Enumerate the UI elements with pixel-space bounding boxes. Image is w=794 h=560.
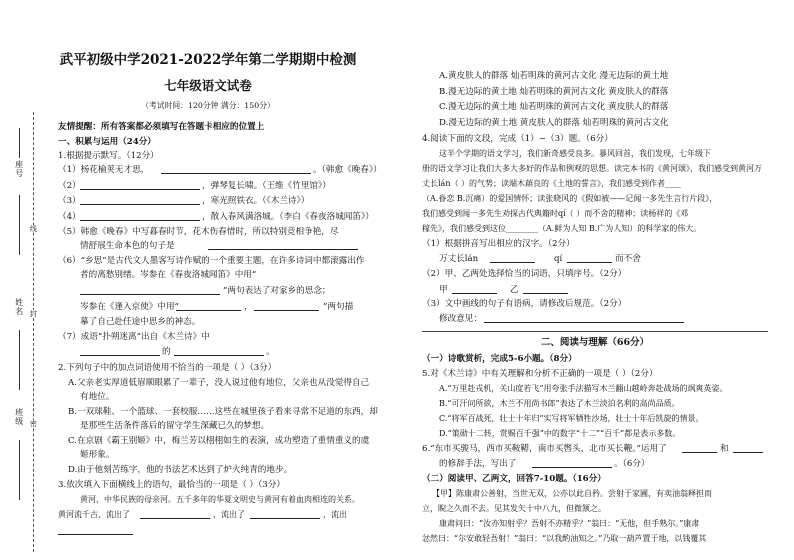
q4-sub-1-a: 万丈长lán bbox=[439, 254, 479, 264]
question-6: 6.“东市买骏马，西市买鞍鞯，南市买辔头，北市买长鞭。”运用了 bbox=[422, 444, 667, 454]
q4-sub-2-jia: 甲 bbox=[439, 285, 448, 295]
q1-6-blank-3[interactable] bbox=[254, 302, 319, 311]
q6-blank-2[interactable] bbox=[733, 444, 763, 453]
q1-1-blank[interactable] bbox=[161, 165, 311, 174]
q6-and: 和 bbox=[720, 444, 729, 454]
q1-3-suffix: ，寒光照铁衣。（《木兰诗》） bbox=[202, 196, 310, 206]
q1-5-blank[interactable] bbox=[208, 241, 358, 250]
q1-1-prefix: （1）杨花榆荚无才思， bbox=[58, 165, 150, 175]
exam-meta: （考试时间：120分钟 满分：150分） bbox=[141, 101, 275, 110]
q4-passage-3: 丈长lán（ ）的气势；读端木蕻良的《土地的誓言》，我们感受到作者____ bbox=[422, 179, 682, 188]
seat-underline bbox=[19, 195, 20, 255]
section-heading-2: 二、阅读与理解（66分） bbox=[540, 337, 650, 348]
passage-jia-2: 立，睨之久而不去。见其发矢十中八九，但微颔之。 bbox=[422, 504, 606, 513]
q4-sub-2-blank-jia[interactable] bbox=[452, 285, 497, 294]
seat-label: 座号 bbox=[14, 160, 24, 178]
passage-jia-3: 康肃问曰：“汝亦知射乎？吾射不亦精乎？”翁曰：“无他，但手熟尔。”康肃 bbox=[439, 519, 700, 528]
q4-sub-2-yi: 乙 bbox=[510, 285, 519, 295]
q6-blank-1[interactable] bbox=[682, 444, 717, 453]
q1-6-line1: （6）“乡思”是古代文人墨客写诗作赋的一个重要主题，在许多诗词中都滚露出作 bbox=[58, 256, 365, 266]
q1-4-prefix: （4） bbox=[58, 212, 81, 222]
q1-3-blank[interactable] bbox=[80, 196, 200, 205]
passage-jia-4: 忿然曰：“尔安敢轻吾射！”翁曰：“以我酌油知之。”乃取一葫芦置于地，以钱覆其 bbox=[422, 534, 707, 543]
q1-6-comma: ， bbox=[244, 302, 253, 312]
name-label: 姓名 bbox=[14, 298, 24, 316]
q1-6-line4: 岑参在《逢入京使》中用“ bbox=[80, 302, 179, 312]
question-5: 5.对《木兰诗》中有关理解和分析不正确的一项是（ ）（2分） bbox=[422, 369, 658, 379]
exam-title: 武平初级中学2021-2022学年第二学期期中检测 bbox=[59, 52, 357, 68]
exam-subtitle: 七年级语文试卷 bbox=[164, 78, 252, 93]
q6-blank-3[interactable] bbox=[532, 459, 612, 468]
q1-7-end: 。 bbox=[266, 347, 275, 357]
q3-option-c: C.漫无边际的黄土地 灿若明珠的黄河古文化 黄皮肤人的群落 bbox=[439, 102, 669, 112]
reminder: 友情提醒：所有答案都必须填写在答题卡相应的位置上 bbox=[58, 122, 265, 132]
q5-option-b: B.“可汗问所欲，木兰不用尚书郎”表达了木兰淡泊名利的高尚品质。 bbox=[439, 399, 680, 408]
q2-option-a-2: 有地位。 bbox=[80, 392, 115, 402]
q1-2-prefix: （2） bbox=[58, 181, 81, 191]
name-underline bbox=[19, 330, 20, 390]
q3-passage-2a: 黄河流千古，流出了 bbox=[58, 510, 130, 519]
q3-option-d: D.漫无边际的黄土地 黄皮肤人的群落 灿若明珠的黄河古文化 bbox=[439, 118, 669, 128]
q4-passage-4: （A.眷恋 B.沉痛）的爱国情怀；读张晓风的《假如被——记闻一多先生言行片段》， bbox=[422, 194, 718, 203]
q1-6-line3: ”两句表达了对家乡的思念； bbox=[223, 286, 331, 296]
q4-sub-2-blank-yi[interactable] bbox=[523, 285, 568, 294]
q4-sub-1-c: 而不舍 bbox=[615, 254, 641, 264]
seal-mark-seal: 封 bbox=[29, 310, 38, 317]
q2-option-b-2: 是那些生活条件落后的留守学生深藏已久的梦想。 bbox=[80, 421, 270, 431]
q2-option-d: D.由于他刻苦练字，他的书法艺术达到了炉火纯青的地步。 bbox=[68, 465, 293, 475]
class-label: 班级 bbox=[14, 408, 24, 426]
q1-5-line1: （5）韩愈《晚春》中写暮春时节，花木伤春惜时，所以特别竞相争艳，尽 bbox=[58, 227, 339, 237]
q1-4-suffix: ，散入春风满洛城。（李白《春夜洛城闻笛》） bbox=[202, 212, 374, 222]
q3-option-b: B.漫无边际的黄土地 灿若明珠的黄河古文化 黄皮肤人的群落 bbox=[439, 87, 669, 97]
q1-7-line1: （7）成语“扑朔迷离”出自《木兰诗》中 bbox=[58, 332, 210, 342]
question-4: 4.阅读下面的文段，完成（1）~（3）题。（6分） bbox=[422, 134, 613, 144]
q4-passage-5: 我们感受到闻一多先生劝探古代典籍时qí（ ）而不舍的精神；读杨祥的《邓 bbox=[422, 209, 689, 218]
q3-blank-2[interactable] bbox=[250, 510, 320, 519]
q4-sub-1-b: qí bbox=[554, 254, 563, 264]
q3-passage-2c: ，流出 bbox=[323, 510, 347, 519]
passage-jia-1: 【甲】陈康肃公善射，当世无双，公亦以此自矜。尝射于家圃，有卖油翁释担而 bbox=[432, 489, 712, 498]
section-divider bbox=[422, 331, 768, 332]
seal-dashed-line bbox=[33, 112, 34, 552]
q1-6-blank-2[interactable] bbox=[176, 302, 241, 311]
q5-option-a: A.“万里赴戎机，关山度若飞”用夸张手法描写木兰翻山越岭奔赴战场的飒爽英姿。 bbox=[439, 384, 728, 393]
seat-line bbox=[19, 128, 20, 158]
seal-mark-secret: 密 bbox=[29, 420, 38, 427]
q4-passage-1: 这半个学期的语文学习，我们新奇感受良多。暴风回首，我们发现，七年级下 bbox=[439, 149, 711, 158]
q1-7-de: 的 bbox=[162, 347, 171, 357]
q4-sub-1-blank-b[interactable] bbox=[567, 254, 612, 263]
question-3: 3.依次填入下面横线上的语句，最恰当的一项是（ ）（3分） bbox=[58, 480, 285, 490]
q3-blank-3[interactable] bbox=[58, 526, 133, 535]
q4-sub-1: （1）根据拼音写出相应的汉字。（2分） bbox=[422, 239, 575, 249]
subsection-poetry: （一）诗歌赏析，完成5-6小题。（8分） bbox=[422, 354, 577, 364]
q4-passage-2: 册的语文学习让我们大多大多好的作品和例观的思想。读完本书的《黄河颂》，我们感受到黄河万 bbox=[422, 164, 762, 173]
q1-6-blank-1[interactable] bbox=[80, 286, 220, 295]
binding-margin bbox=[0, 0, 40, 560]
q1-6-line2: 者的离愁别绪。岑参在《春夜洛城闻笛》中用“ bbox=[80, 270, 257, 280]
q4-sub-3-label: 修改意见： bbox=[439, 314, 482, 324]
q1-6-line5: ”两句描 bbox=[323, 302, 354, 312]
q4-sub-2: （2）甲、乙两处选择恰当的词语，只填序号。（2分） bbox=[422, 269, 627, 279]
q2-option-b-1: B.一双球鞋、一个篮球、一套校服……这些在城里孩子看来寻常不足道的东西，却 bbox=[68, 407, 378, 417]
q1-2-suffix: ，弹琴复长啸。（王维《竹里馆》） bbox=[202, 181, 331, 191]
q2-option-c-1: C.在京剧《霸王别姬》中，梅兰芳以栩栩如生的表演，成功塑造了重情重义的虞 bbox=[68, 436, 370, 446]
q1-3-prefix: （3） bbox=[58, 196, 81, 206]
q3-passage-2b: ，流出了 bbox=[213, 510, 245, 519]
q4-sub-3-blank[interactable] bbox=[484, 314, 684, 323]
q5-option-c: C.“将军百战死，壮士十年归”实写将军牺牲沙场，壮士十年后凯旋的情景。 bbox=[439, 414, 704, 423]
q2-option-c-2: 姬形象。 bbox=[80, 450, 115, 460]
q6-end: 。（6分） bbox=[614, 459, 650, 469]
section-heading-1: 一、积累与运用（24分） bbox=[58, 137, 156, 147]
seal-mark-line: 线 bbox=[29, 225, 38, 232]
q1-7-blank-2[interactable] bbox=[174, 347, 264, 356]
q1-7-blank-1[interactable] bbox=[80, 347, 160, 356]
q1-6-line6: 摹了自己赴任途中思乡的神态。 bbox=[80, 317, 201, 327]
subsection-classical: （二）阅读甲、乙两文，回答7-10题。（16分） bbox=[422, 474, 606, 484]
q3-option-a: A.黄皮肤人的群落 灿若明珠的黄河古文化 漫无边际的黄土地 bbox=[439, 71, 669, 81]
class-underline bbox=[19, 440, 20, 500]
q2-option-a-1: A.父亲老实厚道低眉顺眼累了一辈子，没人说过他有地位，父亲也从没觉得自己 bbox=[68, 378, 370, 388]
q5-option-d: D.“策勋十二转，赏赐百千强”中的数字“十二”“百千”都是表示多数。 bbox=[439, 429, 681, 438]
q3-blank-1[interactable] bbox=[140, 510, 210, 519]
q1-2-blank[interactable] bbox=[80, 181, 200, 190]
question-2: 2.下列句子中的加点词语使用不恰当的一项是（ ）（3分） bbox=[58, 363, 277, 373]
q4-sub-1-blank-a[interactable] bbox=[490, 254, 535, 263]
q3-passage-1: 黄河，中华民族的母亲河。五千多年的华夏文明史与黄河有着血肉相连的关系。 bbox=[80, 495, 360, 504]
q6-line2: 的修辞手法，写出了 bbox=[439, 459, 517, 469]
q1-1-suffix: 。（韩愈《晚春》） bbox=[313, 165, 382, 175]
q1-4-blank[interactable] bbox=[80, 212, 200, 221]
q4-sub-3: （3）文中画线的句子有语病，请修改后规范。（2分） bbox=[422, 299, 627, 309]
question-1: 1.根据提示默写。（12分） bbox=[58, 151, 159, 161]
q4-passage-6: 稼先》，我们感受到这位________（A.鲜为人知 B.广为人知）的科学家的伟大。 bbox=[422, 224, 702, 233]
q1-5-line2: 情舒展生命本色的句子是 bbox=[80, 241, 175, 251]
